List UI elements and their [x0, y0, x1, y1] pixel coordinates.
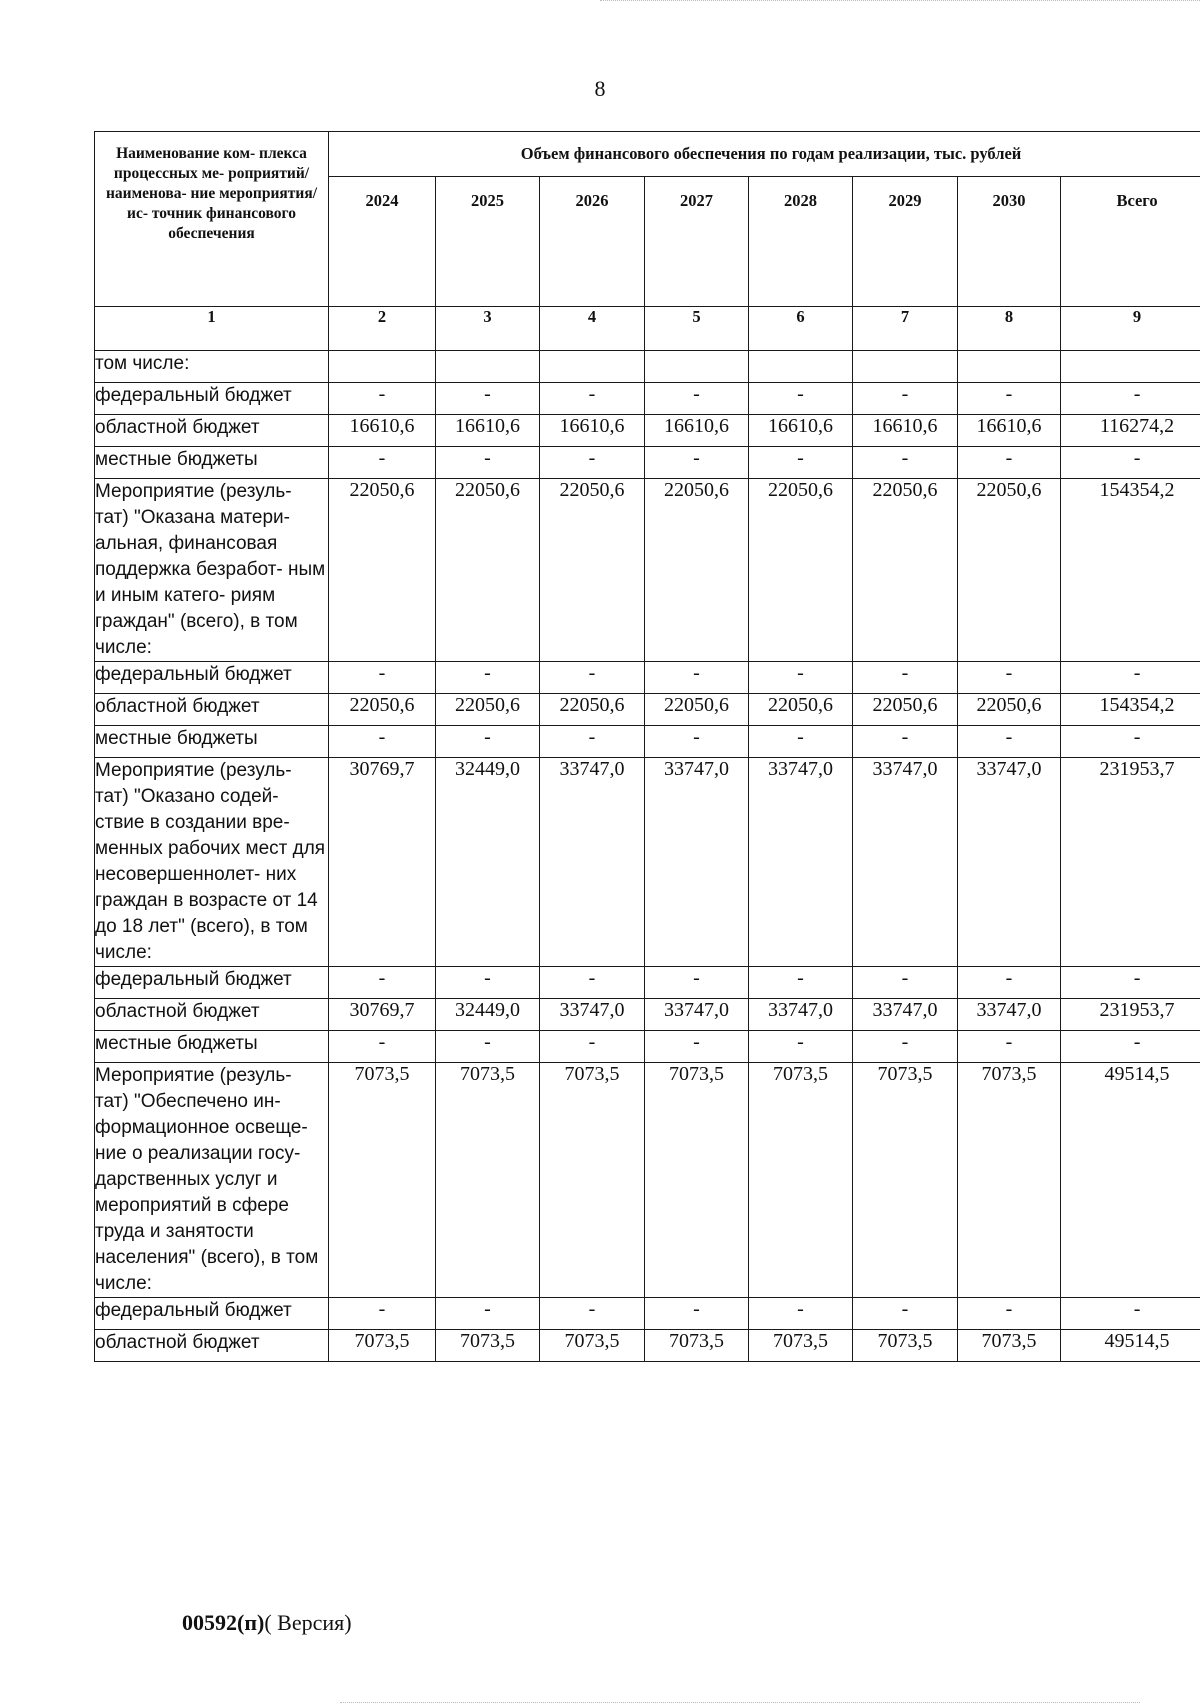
- table-row: [95, 662, 1200, 694]
- row-label: федеральный бюджет: [95, 662, 329, 694]
- table-cell: -: [1061, 447, 1200, 479]
- table-row: [95, 383, 1200, 415]
- table-cell: -: [540, 383, 645, 415]
- table-cell: [436, 351, 540, 383]
- table-cell: -: [1061, 726, 1200, 758]
- column-number: 1: [95, 307, 329, 351]
- table-cell: -: [436, 967, 540, 999]
- year-header: 2025: [436, 177, 540, 307]
- row-label: том числе:: [95, 351, 329, 383]
- table-cell: 7073,5: [958, 1330, 1061, 1362]
- table-cell: 33747,0: [540, 758, 645, 967]
- table-row: [95, 726, 1200, 758]
- table-cell: -: [853, 967, 958, 999]
- table-cell: -: [958, 726, 1061, 758]
- table-cell: -: [645, 1031, 749, 1063]
- table-cell: 22050,6: [749, 479, 853, 662]
- table-cell: -: [645, 1298, 749, 1330]
- column-number: 8: [958, 307, 1061, 351]
- table-cell: 22050,6: [645, 479, 749, 662]
- table-cell: -: [436, 1298, 540, 1330]
- table-cell: 16610,6: [436, 415, 540, 447]
- column-number: 5: [645, 307, 749, 351]
- table-cell: 7073,5: [749, 1330, 853, 1362]
- table-cell: -: [645, 662, 749, 694]
- row-label: федеральный бюджет: [95, 1298, 329, 1330]
- funding-group-header: Объем финансового обеспечения по годам реализации, тыс. рублей: [329, 132, 1200, 177]
- table-cell: 7073,5: [645, 1063, 749, 1298]
- table-row: [95, 1330, 1200, 1362]
- table-cell: -: [436, 662, 540, 694]
- table-cell: 22050,6: [958, 479, 1061, 662]
- table-cell: -: [540, 1031, 645, 1063]
- table-cell: [329, 351, 436, 383]
- table-cell: 7073,5: [749, 1063, 853, 1298]
- table-cell: 7073,5: [436, 1330, 540, 1362]
- table-cell: -: [436, 1031, 540, 1063]
- column-number: 2: [329, 307, 436, 351]
- table-cell: 16610,6: [329, 415, 436, 447]
- table-cell: 22050,6: [540, 479, 645, 662]
- table-cell: 33747,0: [749, 999, 853, 1031]
- row-label: областной бюджет: [95, 694, 329, 726]
- row-label: Мероприятие (резуль- тат) "Обеспечено ин- формационное освеще- ние о реализации госу- дарственных услуг и мероприятий в сфере труда и занятости населения" (всего), в том числе:: [95, 1063, 329, 1298]
- table-cell: 22050,6: [749, 694, 853, 726]
- row-label: местные бюджеты: [95, 726, 329, 758]
- table-cell: 154354,2: [1061, 694, 1200, 726]
- table-cell: 22050,6: [645, 694, 749, 726]
- table-cell: -: [958, 383, 1061, 415]
- table-cell: 7073,5: [853, 1063, 958, 1298]
- table-cell: 32449,0: [436, 999, 540, 1031]
- table-cell: -: [853, 1298, 958, 1330]
- year-header: 2024: [329, 177, 436, 307]
- table-cell: [1061, 351, 1200, 383]
- table-cell: -: [1061, 1031, 1200, 1063]
- table-cell: [958, 351, 1061, 383]
- table-cell: -: [749, 1031, 853, 1063]
- table-cell: -: [436, 383, 540, 415]
- table-row: [95, 351, 1200, 383]
- row-label: Мероприятие (резуль- тат) "Оказано содей- ствие в создании вре- менных рабочих мест для несовершеннолет- них граждан в возрасте от 14 до 18 лет" (всего), в том числе:: [95, 758, 329, 967]
- table-cell: -: [958, 662, 1061, 694]
- table-cell: -: [1061, 662, 1200, 694]
- year-header: 2030: [958, 177, 1061, 307]
- table-cell: -: [329, 1031, 436, 1063]
- year-header: Всего: [1061, 177, 1200, 307]
- table-cell: -: [329, 726, 436, 758]
- table-cell: 22050,6: [329, 694, 436, 726]
- table-cell: -: [749, 383, 853, 415]
- table-cell: 30769,7: [329, 999, 436, 1031]
- table-cell: -: [853, 726, 958, 758]
- table-cell: 33747,0: [853, 758, 958, 967]
- table-cell: -: [749, 662, 853, 694]
- table-cell: -: [958, 1031, 1061, 1063]
- table-cell: 7073,5: [436, 1063, 540, 1298]
- table-cell: 33747,0: [749, 758, 853, 967]
- column-number: 3: [436, 307, 540, 351]
- table-row: [95, 758, 1200, 967]
- table-cell: 32449,0: [436, 758, 540, 967]
- table-cell: -: [540, 726, 645, 758]
- row-label: областной бюджет: [95, 999, 329, 1031]
- table-row: [95, 694, 1200, 726]
- document-footer: [182, 1610, 352, 1636]
- table-cell: -: [958, 447, 1061, 479]
- table-cell: 16610,6: [749, 415, 853, 447]
- row-label: местные бюджеты: [95, 447, 329, 479]
- table-cell: -: [749, 447, 853, 479]
- table-cell: 16610,6: [958, 415, 1061, 447]
- table-row: [95, 479, 1200, 662]
- table-cell: -: [853, 383, 958, 415]
- table-cell: 7073,5: [329, 1063, 436, 1298]
- table-cell: -: [436, 726, 540, 758]
- table-cell: 7073,5: [853, 1330, 958, 1362]
- table-row: [95, 999, 1200, 1031]
- table-cell: -: [540, 967, 645, 999]
- table-cell: [749, 351, 853, 383]
- table-cell: 33747,0: [958, 999, 1061, 1031]
- table-cell: 22050,6: [436, 479, 540, 662]
- table-cell: -: [853, 447, 958, 479]
- year-header: 2027: [645, 177, 749, 307]
- page-number: 8: [594, 76, 606, 101]
- table-cell: 22050,6: [853, 694, 958, 726]
- document-version: ( Версия): [264, 1610, 352, 1635]
- table-cell: -: [645, 447, 749, 479]
- table-cell: 22050,6: [329, 479, 436, 662]
- table-cell: -: [749, 726, 853, 758]
- table-cell: 16610,6: [540, 415, 645, 447]
- row-label: федеральный бюджет: [95, 967, 329, 999]
- table-cell: -: [958, 967, 1061, 999]
- table-cell: 22050,6: [540, 694, 645, 726]
- table-cell: -: [329, 662, 436, 694]
- year-header: 2026: [540, 177, 645, 307]
- table-cell: -: [329, 967, 436, 999]
- row-label: федеральный бюджет: [95, 383, 329, 415]
- table-cell: -: [436, 447, 540, 479]
- row-label: местные бюджеты: [95, 1031, 329, 1063]
- table-cell: 7073,5: [958, 1063, 1061, 1298]
- table-cell: 116274,2: [1061, 415, 1200, 447]
- table-cell: -: [1061, 1298, 1200, 1330]
- table-cell: 16610,6: [645, 415, 749, 447]
- column-number: 7: [853, 307, 958, 351]
- table-cell: -: [749, 1298, 853, 1330]
- scan-edge-top: [600, 0, 1200, 3]
- column-number: 6: [749, 307, 853, 351]
- year-header: 2029: [853, 177, 958, 307]
- row-label: областной бюджет: [95, 415, 329, 447]
- table-cell: -: [1061, 383, 1200, 415]
- table-cell: 33747,0: [853, 999, 958, 1031]
- table-cell: -: [329, 383, 436, 415]
- table-cell: -: [329, 1298, 436, 1330]
- document-code: 00592(п): [182, 1610, 265, 1635]
- table-cell: 22050,6: [436, 694, 540, 726]
- table-cell: [540, 351, 645, 383]
- table-cell: 33747,0: [958, 758, 1061, 967]
- table-row: [95, 1031, 1200, 1063]
- table-cell: 30769,7: [329, 758, 436, 967]
- table-cell: -: [1061, 967, 1200, 999]
- table-cell: 7073,5: [540, 1330, 645, 1362]
- table-cell: 231953,7: [1061, 758, 1200, 967]
- table-cell: -: [645, 726, 749, 758]
- year-header: 2028: [749, 177, 853, 307]
- table-cell: 7073,5: [540, 1063, 645, 1298]
- table-cell: 33747,0: [645, 999, 749, 1031]
- column-number: 9: [1061, 307, 1200, 351]
- table-cell: 33747,0: [540, 999, 645, 1031]
- table-cell: 33747,0: [645, 758, 749, 967]
- table-cell: -: [645, 967, 749, 999]
- table-cell: -: [958, 1298, 1061, 1330]
- table-cell: -: [749, 967, 853, 999]
- table-cell: 22050,6: [958, 694, 1061, 726]
- table-cell: 7073,5: [329, 1330, 436, 1362]
- table-row: [95, 447, 1200, 479]
- table-cell: 22050,6: [853, 479, 958, 662]
- row-label: областной бюджет: [95, 1330, 329, 1362]
- table-cell: -: [329, 447, 436, 479]
- table-cell: 154354,2: [1061, 479, 1200, 662]
- table-cell: 16610,6: [853, 415, 958, 447]
- table-row: [95, 415, 1200, 447]
- table-cell: [853, 351, 958, 383]
- table-cell: 49514,5: [1061, 1330, 1200, 1362]
- table-cell: -: [853, 1031, 958, 1063]
- table-cell: [645, 351, 749, 383]
- column-number: 4: [540, 307, 645, 351]
- table-row: [95, 1298, 1200, 1330]
- table-row: [95, 967, 1200, 999]
- scan-edge-bottom: [340, 1702, 1140, 1705]
- table-cell: -: [853, 662, 958, 694]
- table-cell: 7073,5: [645, 1330, 749, 1362]
- table-row: [95, 1063, 1200, 1298]
- table-cell: 231953,7: [1061, 999, 1200, 1031]
- table-cell: -: [540, 662, 645, 694]
- table-cell: -: [645, 383, 749, 415]
- row-label: Мероприятие (резуль- тат) "Оказана матери- альная, финансовая поддержка безработ- ным и иным катего- риям граждан" (всего), в том числе:: [95, 479, 329, 662]
- name-column-header: Наименование ком- плекса процессных ме- роприятий/наименова- ние мероприятия/ис- точник финансового обеспечения: [95, 132, 329, 307]
- table-cell: -: [540, 447, 645, 479]
- financing-table: [94, 131, 1200, 1362]
- table-cell: -: [540, 1298, 645, 1330]
- table-cell: 49514,5: [1061, 1063, 1200, 1298]
